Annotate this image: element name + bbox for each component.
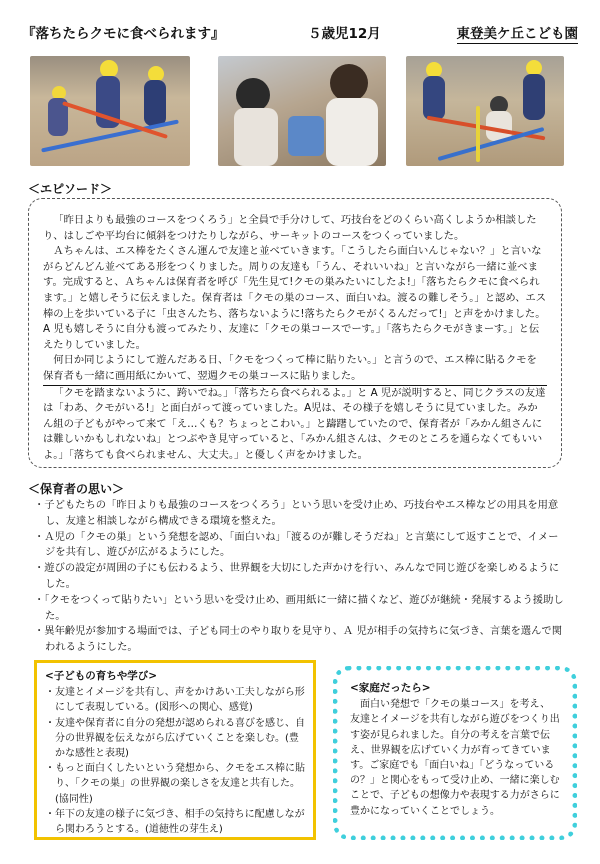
list-item: ・子どもたちの「昨日よりも最強のコースをつくろう」という思いを受け止め、巧技台やエス棒などの用具を用意し、友達と相談しながら構成できる環境を整えた。 bbox=[34, 499, 559, 527]
age-label: ５歳児12月 bbox=[308, 26, 381, 42]
photo-spider-web-course bbox=[406, 56, 564, 166]
list-item: ・異年齢児が参加する場面では、子ども同士のやり取りを見守り、Ａ 児が相手の気持ちに気づき、言葉を選んで関われるようにした。 bbox=[34, 625, 562, 654]
photo-making-spider bbox=[218, 56, 386, 166]
episode-box bbox=[28, 198, 562, 468]
list-item: ・遊びの設定が周囲の子にも伝わるよう、世界観を大切にした声かけを行い、みんなで同じ遊びを楽しめるようにした。 bbox=[34, 562, 560, 590]
growth-heading: <子どもの育ちや学び> bbox=[45, 670, 158, 682]
page-header bbox=[22, 22, 582, 44]
list-item: ・もっと面白くしたいという発想から、クモをエス棒に貼り、「クモの巣」の世界観の楽しさを友達と共有した。(協同性) bbox=[45, 763, 305, 805]
episode-paragraph: 「昨日よりも最強のコースをつくろう」と全員で手分けして、巧技台をどのくらい高くしようか相談したり、はしごや平均台に傾斜をつけたりしながら、サーキットのコースをつくっていました。 bbox=[43, 214, 537, 242]
list-item: ・友達や保育者に自分の発想が認められる喜びを感じ、自分の世界観を伝えながら広げていくことを楽しむ。(豊かな感性と表現) bbox=[45, 717, 305, 760]
thoughts-section bbox=[34, 498, 564, 656]
list-item: ・友達とイメージを共有し、声をかけあい工夫しながら形にして表現している。(図形への関心、感覚) bbox=[45, 687, 305, 714]
home-box bbox=[333, 666, 577, 840]
school-name: 東登美ケ丘こども園 bbox=[457, 22, 579, 44]
list-item: ・Ａ児の「クモの巣」という発想を認め、「面白いね」「渡るのが難しそうだね」と言葉にして返すことで、イメージを共有し、遊びが広がるようにした。 bbox=[34, 530, 559, 559]
episode-heading: ＜エピソード＞ bbox=[28, 182, 113, 196]
photo-children-on-sticks bbox=[30, 56, 190, 166]
episode-paragraph: 「クモを踏まないように、跨いでね。」「落ちたら食べられるよ。」と A 児が説明すると、同じクラスの友達は「わあ、クモがいる!」と面白がって渡っていました。A児は、その様子を嬉しそうに見ていました。みかん組の子どもがやって来て「え…くも？ちょっとこわい。」と躊躇していたので、保育者が「みかん組さんには難しいかもしれないね」とつぶやき見守っていると、「みかん組さんは、クモのところを通らなくてもいいよ。」「落ちても食べられません、大丈夫。」と優しく声をかけました。 bbox=[43, 386, 546, 461]
episode-paragraph: 何日か同じようにして遊んだある日、「クモをつくって棒に貼りたい。」と言うので、エス棒に貼るクモを保育者も一緒に画用紙にかいて、翌週クモの巣コースに貼りました。 bbox=[43, 353, 547, 385]
episode-paragraph: Ａちゃんは、エス棒をたくさん運んで友達と並べていきます。「こうしたら面白いんじゃない？」と言いながらどんどん並べてある形をつくりました。周りの友達も「うん、それいいね」と言いながら一緒に並べます。完成すると、Ａちゃんは保育者を呼び「先生見て!クモの巣みたいにしたよ!」「落ちたらクモに食べられます。」と嬉しそうに伝えました。保育者は「クモの巣のコース、面白いね。渡るの難しそう。」と認め、エス棒の上を歩いている子に「虫さんたち、落ちないように!落ちたらクモがくるんだって!」と声をかけました。A 児も嬉しそうに自分も渡ってみたり、友達に「クモの巣コースでーす。」「落ちたらクモがきまーす。」と伝えたりしていました。 bbox=[43, 245, 547, 351]
list-item: ・年下の友達の様子に気づき、相手の気持ちに配慮しながら関わろうとする。(道徳性の芽生え) bbox=[45, 808, 305, 836]
page-title: 『落ちたらクモに食べられます』 bbox=[22, 26, 225, 42]
list-item: ・「クモをつくって貼りたい」という思いを受け止め、画用紙に一緒に描くなど、遊びが継続・発展するよう援助した。 bbox=[34, 593, 564, 622]
home-text: 面白い発想で「クモの巣コース」を考え、友達とイメージを共有しながら遊びをつくり出す姿が見られました。自分の考えを言葉で伝え、世界観を広げていく力が育ってきています。ご家庭でも「面白いね」「どうなっているの？」と関心をもって受け止め、一緒に楽しむことで、子どもの想像力や表現する力がさらに豊かになっていくことでしょう。 bbox=[350, 699, 560, 817]
home-heading: <家庭だったら> bbox=[350, 682, 431, 694]
growth-box bbox=[34, 660, 316, 840]
thoughts-heading: ＜保育者の思い＞ bbox=[28, 482, 125, 496]
